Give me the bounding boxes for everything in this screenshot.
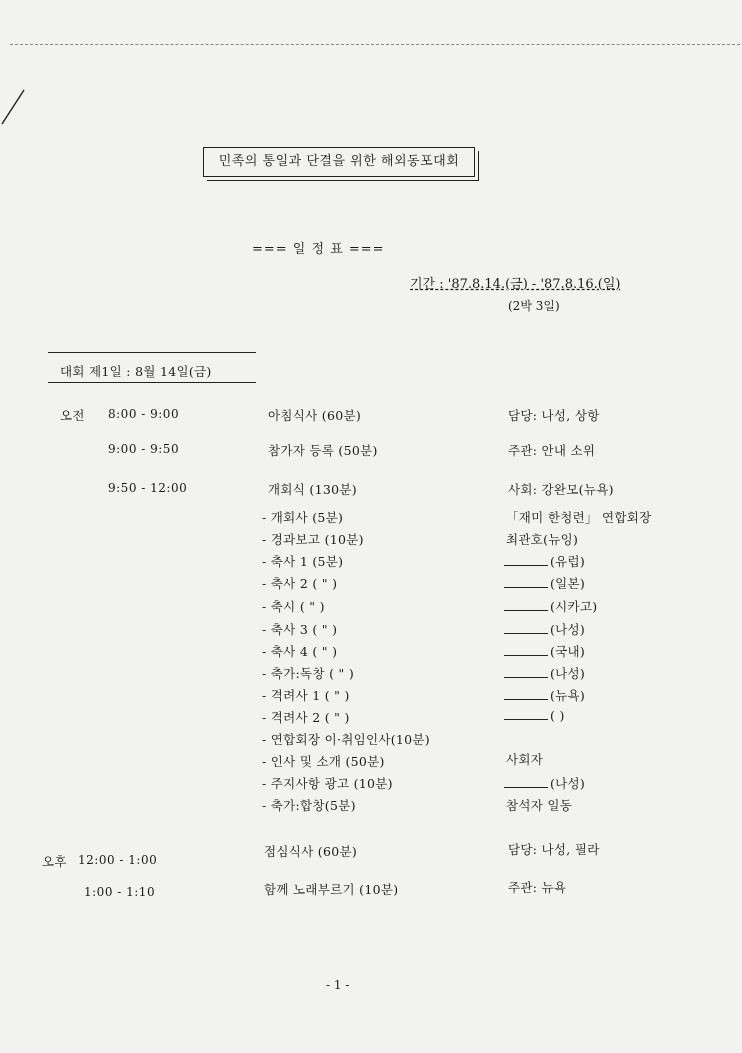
document-title: 민족의 통일과 단결을 위한 해외동포대회 xyxy=(203,147,475,177)
schedule-event: 점심식사 (60분) xyxy=(264,844,358,859)
schedule-event: 아침식사 (60분) xyxy=(268,408,362,423)
ceremony-item: - 격려사 2 ( " ) xyxy=(262,710,350,725)
schedule-event: 함께 노래부르기 (10분) xyxy=(264,882,399,897)
ceremony-person: (일본) xyxy=(550,576,586,591)
event-period: 기간 : '87.8.14.(금) - '87.8.16.(일) xyxy=(410,277,621,292)
ceremony-person: 사회자 xyxy=(506,752,544,767)
ceremony-person-blank xyxy=(504,597,597,615)
ceremony-person: (나성) xyxy=(550,666,586,681)
ceremony-item: - 축사 1 (5분) xyxy=(262,554,344,569)
ceremony-person: ( ) xyxy=(550,708,565,723)
schedule-time: 12:00 - 1:00 xyxy=(78,853,158,867)
ceremony-item: - 주지사항 광고 (10분) xyxy=(262,776,393,791)
ceremony-person: (국내) xyxy=(550,644,586,659)
ceremony-item: - 개회사 (5분) xyxy=(262,510,344,525)
ceremony-person-blank xyxy=(504,574,585,592)
ceremony-person: (시카고) xyxy=(550,599,598,614)
schedule-time: 9:50 - 12:00 xyxy=(108,481,188,495)
ceremony-person: (나성) xyxy=(550,622,586,637)
ceremony-person-blank xyxy=(504,774,585,792)
schedule-person: 사회: 강완모(뉴욕) xyxy=(508,482,614,497)
ceremony-item: - 경과보고 (10분) xyxy=(262,532,364,547)
blank-line xyxy=(504,688,548,700)
ceremony-person-blank xyxy=(504,708,565,723)
blank-line xyxy=(504,708,548,720)
schedule-time: 1:00 - 1:10 xyxy=(84,885,156,899)
ceremony-person: 최관호(뉴잉) xyxy=(506,532,579,547)
schedule-person: 주관: 안내 소위 xyxy=(508,443,596,458)
blank-line xyxy=(504,776,548,788)
schedule-person: 담당: 나성, 필라 xyxy=(508,842,600,857)
day-label: 대회 제1일 : 8월 14일(금) xyxy=(60,364,212,379)
ceremony-item: - 축사 3 ( " ) xyxy=(262,622,338,637)
blank-line xyxy=(504,622,548,634)
day-rule-bottom xyxy=(48,382,256,383)
day-rule-top xyxy=(48,352,256,353)
blank-line xyxy=(504,599,548,611)
ceremony-item: - 격려사 1 ( " ) xyxy=(262,688,350,703)
ceremony-person: 「재미 한청련」 연합회장 xyxy=(506,510,652,525)
ceremony-person-blank xyxy=(504,552,585,570)
schedule-person: 담당: 나성, 상항 xyxy=(508,408,600,423)
ceremony-person: (유럽) xyxy=(550,554,586,569)
ceremony-person-blank xyxy=(504,642,585,660)
ceremony-person-blank xyxy=(504,664,585,682)
schedule-time: 8:00 - 9:00 xyxy=(108,407,180,421)
ceremony-person-blank xyxy=(504,686,585,704)
schedule-event: 개회식 (130분) xyxy=(268,482,357,497)
blank-line xyxy=(504,576,548,588)
ceremony-person: (뉴욕) xyxy=(550,688,586,703)
blank-line xyxy=(504,554,548,566)
ceremony-item: - 인사 및 소개 (50분) xyxy=(262,754,385,769)
ceremony-person: (나성) xyxy=(550,776,586,791)
schedule-person: 주관: 뉴욕 xyxy=(508,880,567,895)
ceremony-item: - 축시 ( " ) xyxy=(262,599,325,614)
ceremony-item: - 연합회장 이·취임인사(10분) xyxy=(262,732,430,747)
blank-line xyxy=(504,644,548,656)
page-number: - 1 - xyxy=(326,978,350,992)
ceremony-item: - 축사 4 ( " ) xyxy=(262,644,338,659)
schedule-event: 참가자 등록 (50분) xyxy=(268,443,378,458)
am-label: 오전 xyxy=(60,408,85,423)
blank-line xyxy=(504,666,548,678)
scan-mark-slash xyxy=(0,88,26,128)
ceremony-item: - 축사 2 ( " ) xyxy=(262,576,338,591)
pm-label: 오후 xyxy=(42,854,67,869)
ceremony-item: - 축가:합창(5분) xyxy=(262,798,356,813)
schedule-heading: === 일 정 표 === xyxy=(252,242,385,257)
event-duration: (2박 3일) xyxy=(508,299,560,313)
ceremony-person: 참석자 일동 xyxy=(506,798,573,813)
schedule-time: 9:00 - 9:50 xyxy=(108,442,180,456)
scan-top-dashes xyxy=(10,44,740,45)
ceremony-person-blank xyxy=(504,620,585,638)
ceremony-item: - 축가:독창 ( " ) xyxy=(262,666,355,681)
